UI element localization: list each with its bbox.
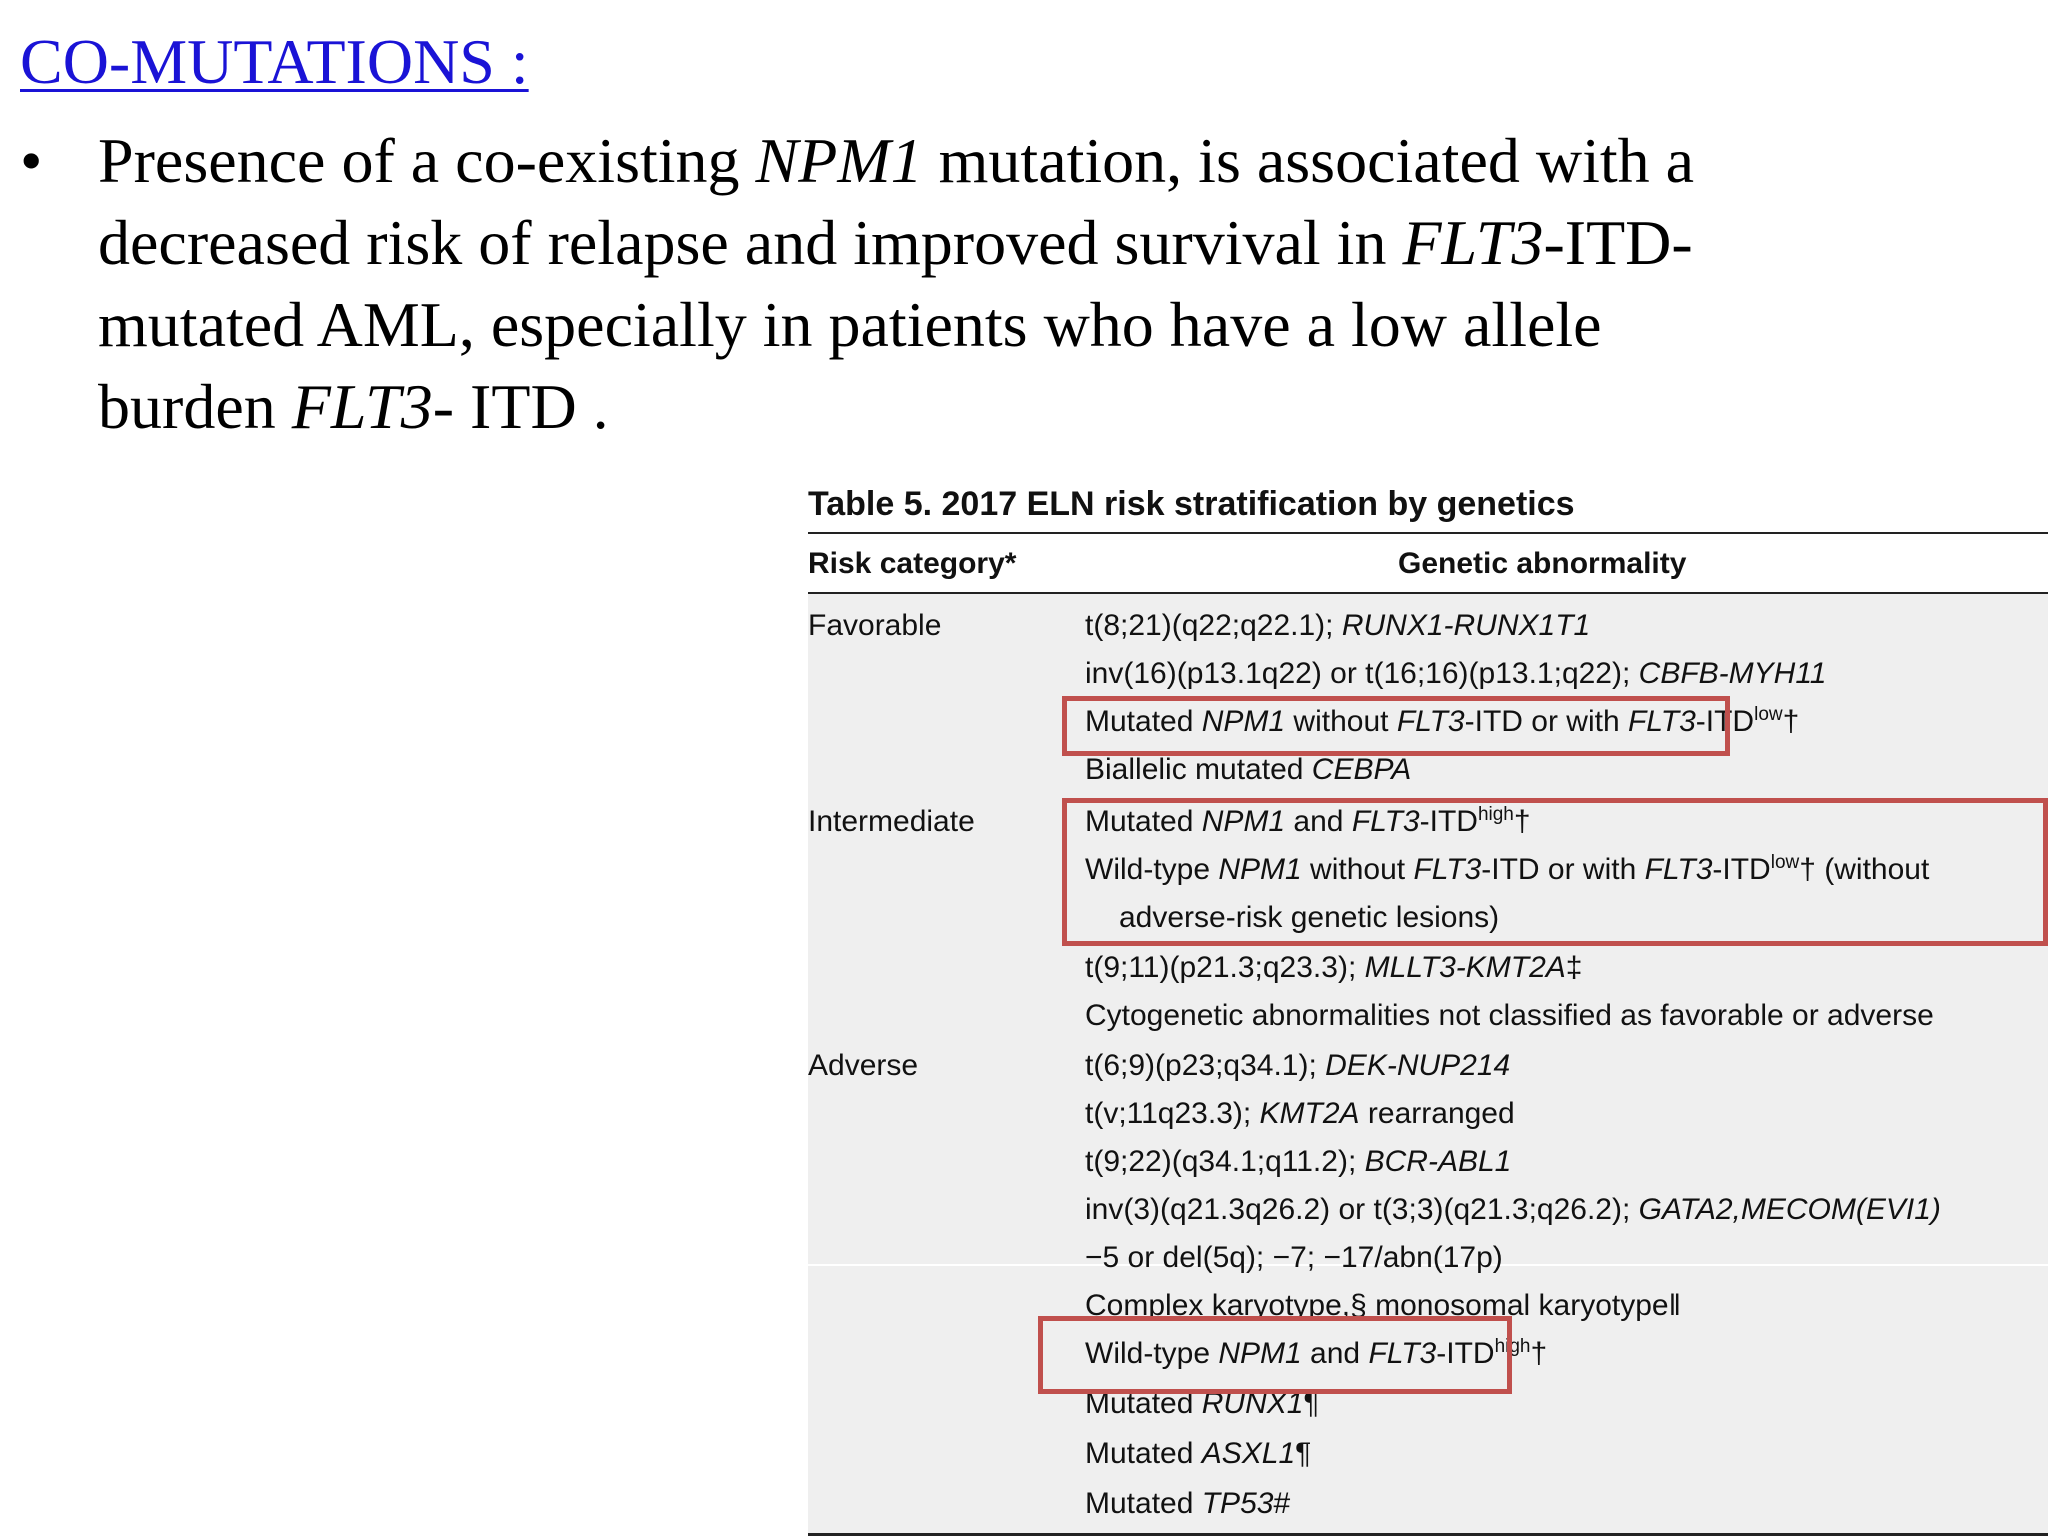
bullet-line: mutated AML, especially in patients who have a low allele (98, 289, 1602, 360)
bullet-line: decreased risk of relapse and improved survival in FLT3-ITD- (98, 207, 1693, 278)
table-row: Mutated TP53# (1085, 1487, 1291, 1520)
table-row: Mutated RUNX1¶ (1085, 1387, 1320, 1420)
table-row: adverse-risk genetic lesions) (1119, 901, 1500, 934)
highlight-box-intermediate (1062, 798, 2048, 946)
table-row: Biallelic mutated CEBPA (1085, 753, 1412, 786)
table-row: t(9;11)(p21.3;q23.3); MLLT3-KMT2A‡ (1085, 951, 1583, 984)
highlight-box-favorable (1062, 696, 1730, 756)
bullet-icon: • (20, 125, 43, 196)
bullet-line: burden FLT3- ITD . (98, 371, 609, 442)
table-row: Mutated NPM1 and $FLT3-ITD^{high}\dagger$ (1085, 804, 1531, 838)
table-row: Mutated ASXL1¶ (1085, 1437, 1312, 1470)
table-row: Wild-type NPM1 without FLT3-ITD or with $FLT3-ITD^{low}\dagger$ (without (1085, 852, 1930, 886)
table-top-rule (808, 532, 2048, 534)
header-risk-category: Risk category* (808, 547, 1017, 580)
table-row: Complex karyotype,§ monosomal karyotype‖ (1085, 1289, 1681, 1322)
table-row: Mutated NPM1 without FLT3-ITD or with $FLT3-ITD^{low}\dagger$ (1085, 704, 1800, 738)
table-row: t(6;9)(p23;q34.1); DEK-NUP214 (1085, 1049, 1511, 1082)
table-row: −5 or del(5q); −7; −17/abn(17p) (1085, 1241, 1503, 1274)
table-row: t(8;21)(q22;q22.1); RUNX1-RUNX1T1 (1085, 609, 1591, 642)
table-title: Table 5. 2017 ELN risk stratification by genetics (808, 485, 1575, 523)
table-row: inv(3)(q21.3q26.2) or t(3;3)(q21.3;q26.2); GATA2,MECOM(EVI1) (1085, 1193, 1941, 1226)
category-intermediate: Intermediate (808, 805, 975, 838)
highlight-box-adverse (1038, 1316, 1512, 1394)
bullet-text (98, 120, 1878, 448)
category-favorable: Favorable (808, 609, 942, 642)
table-row: t(9;22)(q34.1;q11.2); BCR-ABL1 (1085, 1145, 1512, 1178)
bullet-line: Presence of a co-existing NPM1 mutation, is associated with a (98, 125, 1695, 196)
table-row: inv(16)(p13.1q22) or t(16;16)(p13.1;q22); CBFB-MYH11 (1085, 657, 1827, 690)
table-row: Cytogenetic abnormalities not classified as favorable or adverse (1085, 999, 1934, 1032)
table-row: Wild-type NPM1 and $FLT3-ITD^{high}\dagger$ (1085, 1336, 1548, 1370)
risk-table (808, 480, 2048, 1536)
table-row: t(v;11q23.3); KMT2A rearranged (1085, 1097, 1515, 1130)
page-heading[interactable]: CO-MUTATIONS : (20, 26, 529, 97)
header-genetic-abnormality: Genetic abnormality (1398, 547, 1687, 580)
category-adverse: Adverse (808, 1049, 919, 1082)
